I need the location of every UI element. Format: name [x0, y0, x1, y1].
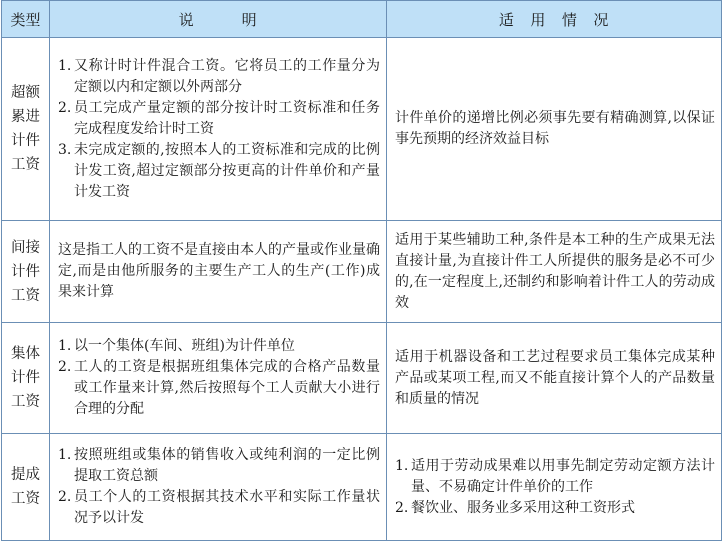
description-cell: 这是指工人的工资不是直接由本人的产量或作业量确定,而是由他所服务的主要生产工人的生产(工作)成果来计算 [50, 221, 387, 323]
list-item: 2. 餐饮业、服务业多采用这种工资形式 [395, 499, 635, 516]
list-item: 2. 员工完成产量定额的部分按计时工资标准和任务完成程度发给计时工资 [58, 99, 380, 137]
description-cell [50, 323, 387, 434]
list-item: 2. 工人的工资是根据班组集体完成的合格产品数量或工作量来计算,然后按照每个工人贡献大小进行合理的分配 [58, 359, 380, 417]
table-row [2, 434, 722, 541]
applicable-cell: 适用于某些辅助工种,条件是本工种的生产成果无法直接计量,为直接计件工人所提供的服务是必不可少的,在一定程度上,还制约和影响着计件工人的劳动成效 [387, 221, 722, 323]
description-cell [50, 38, 387, 221]
table-row [2, 38, 722, 221]
applicable-cell: 适用于机器设备和工艺过程要求员工集体完成某种产品或某项工程,而又不能直接计算个人的产品数量和质量的情况 [387, 323, 722, 434]
header-row [2, 1, 722, 38]
applicable-cell [387, 434, 722, 541]
table-row [2, 323, 722, 434]
type-cell: 间接计件工资 [2, 221, 50, 323]
table [1, 0, 722, 541]
description-list [58, 56, 380, 203]
type-cell: 超额累进计件工资 [2, 38, 50, 221]
type-cell: 提成工资 [2, 434, 50, 541]
header-description: 说 明 [50, 1, 387, 38]
list-item: 1. 按照班组或集体的销售收入或纯利润的一定比例提取工资总额 [58, 447, 380, 484]
header-applicable: 适 用 情 况 [387, 1, 722, 38]
description-list [58, 336, 380, 420]
list-item: 1. 适用于劳动成果难以用事先制定劳动定额方法计量、不易确定计件单价的工作 [395, 457, 715, 495]
applicable-cell: 计件单价的递增比例必须事先要有精确测算,以保证事先预期的经济效益目标 [387, 38, 722, 221]
description-cell [50, 434, 387, 541]
header-type: 类型 [2, 1, 50, 38]
list-item: 1. 又称计时计件混合工资。它将员工的工作量分为定额以内和定额以外两部分 [58, 57, 380, 95]
description-list [58, 445, 380, 529]
list-item: 3. 未完成定额的,按照本人的工资标准和完成的比例计发工资,超过定额部分按更高的计件单价和产量计发工资 [58, 141, 380, 200]
type-cell: 集体计件工资 [2, 323, 50, 434]
table-row [2, 221, 722, 323]
list-item: 2. 员工个人的工资根据其技术水平和实际工作量状况予以计发 [58, 489, 380, 526]
applicable-list [395, 456, 715, 519]
list-item: 1. 以一个集体(车间、班组)为计件单位 [58, 338, 295, 354]
